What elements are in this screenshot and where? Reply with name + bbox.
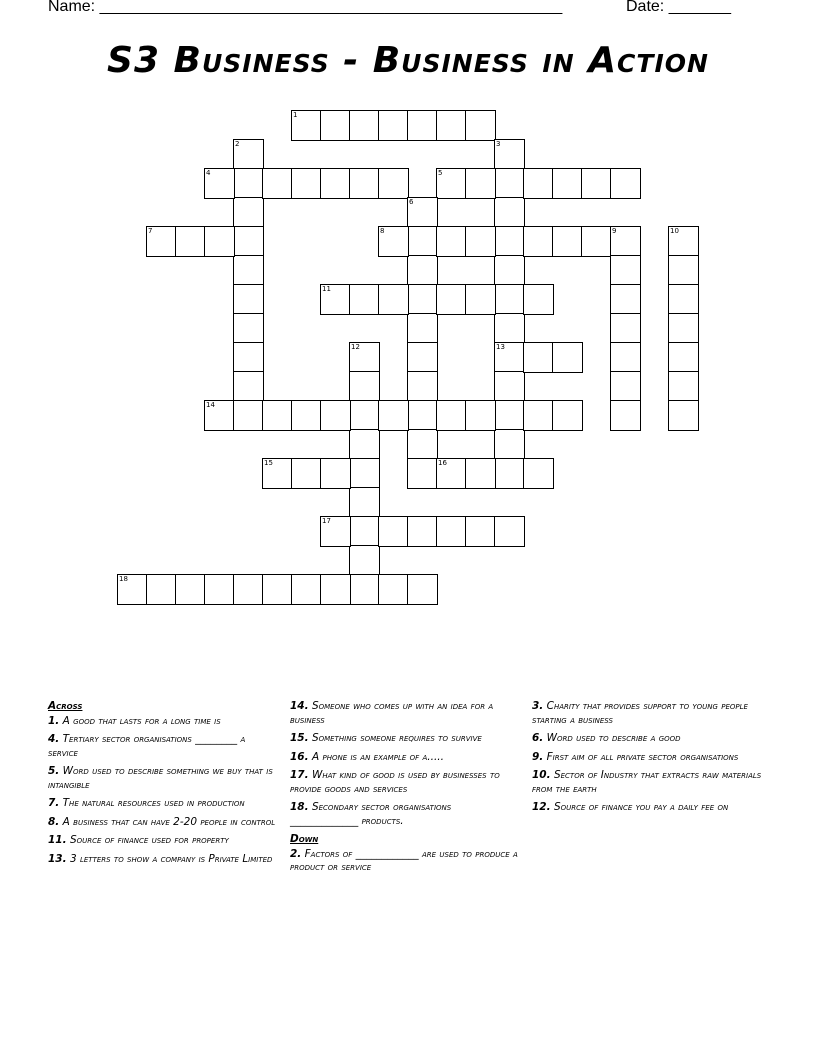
crossword-cell[interactable] — [552, 400, 583, 431]
clues-column-1 — [48, 700, 278, 871]
crossword-cell[interactable] — [668, 371, 699, 402]
name-field[interactable]: Name: ____________________________________________________ — [48, 0, 563, 15]
clue-across-8: 8. A business that can have 2-20 people in control — [48, 815, 276, 828]
crossword-cell[interactable] — [407, 400, 438, 431]
crossword-cell[interactable] — [523, 226, 554, 257]
clue-number: 17 — [322, 517, 331, 525]
crossword-cell[interactable] — [349, 110, 380, 141]
down-heading: Down — [290, 833, 319, 845]
crossword-cell[interactable] — [465, 400, 496, 431]
clue-across-14: 14. Someone who comes up with an idea for a business — [290, 700, 494, 726]
clue-across-16: 16. A phone is an example of a..... — [290, 750, 444, 763]
crossword-cell[interactable] — [233, 226, 264, 257]
crossword-cell[interactable] — [552, 168, 583, 199]
crossword-cell[interactable] — [233, 168, 264, 199]
crossword-cell[interactable] — [320, 284, 351, 315]
crossword-cell[interactable] — [465, 168, 496, 199]
crossword-cell[interactable] — [610, 168, 641, 199]
crossword-cell[interactable] — [349, 516, 380, 547]
crossword-cell[interactable] — [610, 226, 641, 257]
crossword-cell[interactable] — [465, 458, 496, 489]
crossword-cell[interactable] — [320, 516, 351, 547]
clues-column-2 — [290, 700, 522, 880]
crossword-cell[interactable] — [610, 284, 641, 315]
crossword-cell[interactable] — [610, 400, 641, 431]
crossword-cell[interactable] — [494, 400, 525, 431]
crossword-cell[interactable] — [407, 458, 438, 489]
crossword-cell[interactable] — [407, 371, 438, 402]
crossword-cell[interactable] — [494, 284, 525, 315]
crossword-cell[interactable] — [320, 458, 351, 489]
crossword-cell[interactable] — [610, 255, 641, 286]
crossword-cell[interactable] — [407, 429, 438, 460]
crossword-cell[interactable] — [552, 226, 583, 257]
clue-number: 12 — [351, 343, 360, 351]
crossword-cell[interactable] — [436, 458, 467, 489]
crossword-cell[interactable] — [668, 255, 699, 286]
clue-across-5: 5. Word used to describe something we buy that is intangible — [48, 765, 273, 791]
crossword-cell[interactable] — [668, 313, 699, 344]
crossword-cell[interactable] — [494, 197, 525, 228]
crossword-cell[interactable] — [378, 574, 409, 605]
crossword-cell[interactable] — [320, 574, 351, 605]
clue-across-4: 4. Tertiary sector organisations ________ a service — [48, 733, 246, 759]
clue-number: 14 — [206, 401, 215, 409]
clue-number: 1 — [293, 111, 298, 119]
clue-number: 13 — [496, 343, 505, 351]
clue-across-1: 1. A good that lasts for a long time is — [48, 714, 221, 727]
crossword-cell[interactable] — [407, 197, 438, 228]
date-field[interactable]: Date: _______ — [626, 0, 731, 15]
clue-number: 9 — [612, 227, 617, 235]
clue-across-15: 15. Something someone requires to survive — [290, 732, 482, 744]
crossword-cell[interactable] — [436, 226, 467, 257]
crossword-cell[interactable] — [349, 429, 380, 460]
crossword-cell[interactable] — [407, 574, 438, 605]
crossword-cell[interactable] — [581, 168, 612, 199]
crossword-cell[interactable] — [581, 226, 612, 257]
crossword-cell[interactable] — [378, 168, 409, 199]
crossword-cell[interactable] — [668, 400, 699, 431]
crossword-cell[interactable] — [320, 168, 351, 199]
crossword-cell[interactable] — [494, 371, 525, 402]
crossword-cell[interactable] — [262, 168, 293, 199]
crossword-cell[interactable] — [523, 284, 554, 315]
crossword-cell[interactable] — [465, 226, 496, 257]
crossword-cell[interactable] — [465, 516, 496, 547]
clue-across-7: 7. The natural resources used in production — [48, 797, 245, 809]
crossword-cell[interactable] — [523, 168, 554, 199]
crossword-cell[interactable] — [349, 487, 380, 518]
crossword-cell[interactable] — [233, 284, 264, 315]
crossword-cell[interactable] — [668, 226, 699, 257]
crossword-cell[interactable] — [291, 110, 322, 141]
clue-number: 6 — [409, 198, 414, 206]
crossword-cell[interactable] — [349, 168, 380, 199]
crossword-cell[interactable] — [465, 284, 496, 315]
clue-number: 3 — [496, 140, 501, 148]
crossword-cell[interactable] — [378, 516, 409, 547]
clue-down-3: 3. Charity that provides support to young people starting a business — [532, 700, 748, 726]
clue-down-6: 6. Word used to describe a good — [532, 732, 681, 744]
crossword-cell[interactable] — [668, 284, 699, 315]
crossword-cell[interactable] — [407, 342, 438, 373]
clue-number: 18 — [119, 575, 128, 583]
crossword-cell[interactable] — [320, 400, 351, 431]
crossword-cell[interactable] — [407, 284, 438, 315]
crossword-cell[interactable] — [436, 168, 467, 199]
clue-number: 11 — [322, 285, 331, 293]
crossword-cell[interactable] — [494, 458, 525, 489]
crossword-cell[interactable] — [494, 255, 525, 286]
clue-down-9: 9. First aim of all private sector organisations — [532, 750, 739, 763]
crossword-cell[interactable] — [407, 516, 438, 547]
crossword-cell[interactable] — [436, 400, 467, 431]
crossword-cell[interactable] — [494, 313, 525, 344]
crossword-cell[interactable] — [378, 284, 409, 315]
clue-number: 16 — [438, 459, 447, 467]
crossword-cell[interactable] — [262, 574, 293, 605]
clue-down-2: 2. Factors of ____________ are used to produce a product or service — [290, 847, 518, 873]
crossword-cell[interactable] — [175, 574, 206, 605]
crossword-cell[interactable] — [117, 574, 148, 605]
crossword-cell[interactable] — [407, 110, 438, 141]
crossword-cell[interactable] — [146, 226, 177, 257]
crossword-cell[interactable] — [407, 226, 438, 257]
crossword-cell[interactable] — [523, 342, 554, 373]
crossword-cell[interactable] — [349, 342, 380, 373]
clue-number: 15 — [264, 459, 273, 467]
crossword-cell[interactable] — [378, 110, 409, 141]
crossword-cell[interactable] — [407, 313, 438, 344]
clue-number: 8 — [380, 227, 385, 235]
crossword-cell[interactable] — [610, 313, 641, 344]
crossword-cell[interactable] — [552, 342, 583, 373]
crossword-cell[interactable] — [349, 458, 380, 489]
crossword-cell[interactable] — [494, 516, 525, 547]
crossword-cell[interactable] — [233, 400, 264, 431]
crossword-cell[interactable] — [204, 226, 235, 257]
crossword-cell[interactable] — [378, 400, 409, 431]
crossword-cell[interactable] — [233, 255, 264, 286]
crossword-cell[interactable] — [436, 284, 467, 315]
clues-column-3 — [532, 700, 772, 820]
crossword-cell[interactable] — [349, 545, 380, 576]
crossword-cell[interactable] — [349, 371, 380, 402]
crossword-cell[interactable] — [320, 110, 351, 141]
crossword-cell[interactable] — [407, 255, 438, 286]
crossword-cell[interactable] — [349, 400, 380, 431]
crossword-cell[interactable] — [349, 284, 380, 315]
crossword-cell[interactable] — [378, 226, 409, 257]
crossword-cell[interactable] — [204, 400, 235, 431]
crossword-cell[interactable] — [668, 342, 699, 373]
clue-number: 2 — [235, 140, 240, 148]
crossword-cell[interactable] — [610, 342, 641, 373]
clue-across-13: 13. 3 letters to show a company is Private Limited — [48, 852, 273, 865]
crossword-cell[interactable] — [233, 313, 264, 344]
clue-across-17: 17. What kind of good is used by businesses to provide goods and services — [290, 769, 500, 795]
clue-number: 5 — [438, 169, 443, 177]
crossword-cell[interactable] — [233, 371, 264, 402]
crossword-cell[interactable] — [436, 516, 467, 547]
crossword-cell[interactable] — [494, 342, 525, 373]
crossword-cell[interactable] — [494, 429, 525, 460]
crossword-cell[interactable] — [291, 458, 322, 489]
clue-down-10: 10. Sector of Industry that extracts raw materials from the earth — [532, 769, 762, 795]
crossword-cell[interactable] — [494, 226, 525, 257]
crossword-cell[interactable] — [610, 371, 641, 402]
clue-across-11: 11. Source of finance used for property — [48, 834, 229, 846]
crossword-cell[interactable] — [494, 168, 525, 199]
clue-number: 4 — [206, 169, 211, 177]
crossword-cell[interactable] — [494, 139, 525, 170]
crossword-cell[interactable] — [262, 458, 293, 489]
crossword-cell[interactable] — [291, 574, 322, 605]
crossword-cell[interactable] — [523, 458, 554, 489]
crossword-cell[interactable] — [233, 197, 264, 228]
crossword-cell[interactable] — [349, 574, 380, 605]
clue-across-18: 18. Secondary sector organisations _____________ products. — [290, 801, 452, 827]
crossword-cell[interactable] — [233, 574, 264, 605]
clue-down-12: 12. Source of finance you pay a daily fee on — [532, 801, 729, 813]
crossword-cell[interactable] — [233, 139, 264, 170]
crossword-cell[interactable] — [204, 168, 235, 199]
clue-number: 10 — [670, 227, 679, 235]
crossword-cell[interactable] — [233, 342, 264, 373]
across-heading: Across — [48, 700, 83, 712]
crossword-cell[interactable] — [291, 168, 322, 199]
crossword-cell[interactable] — [436, 110, 467, 141]
crossword-cell[interactable] — [175, 226, 206, 257]
page-title: S3 Business - Business in Action — [107, 40, 709, 81]
crossword-cell[interactable] — [291, 400, 322, 431]
crossword-cell[interactable] — [204, 574, 235, 605]
crossword-cell[interactable] — [523, 400, 554, 431]
crossword-cell[interactable] — [465, 110, 496, 141]
crossword-cell[interactable] — [262, 400, 293, 431]
clue-number: 7 — [148, 227, 153, 235]
crossword-cell[interactable] — [146, 574, 177, 605]
